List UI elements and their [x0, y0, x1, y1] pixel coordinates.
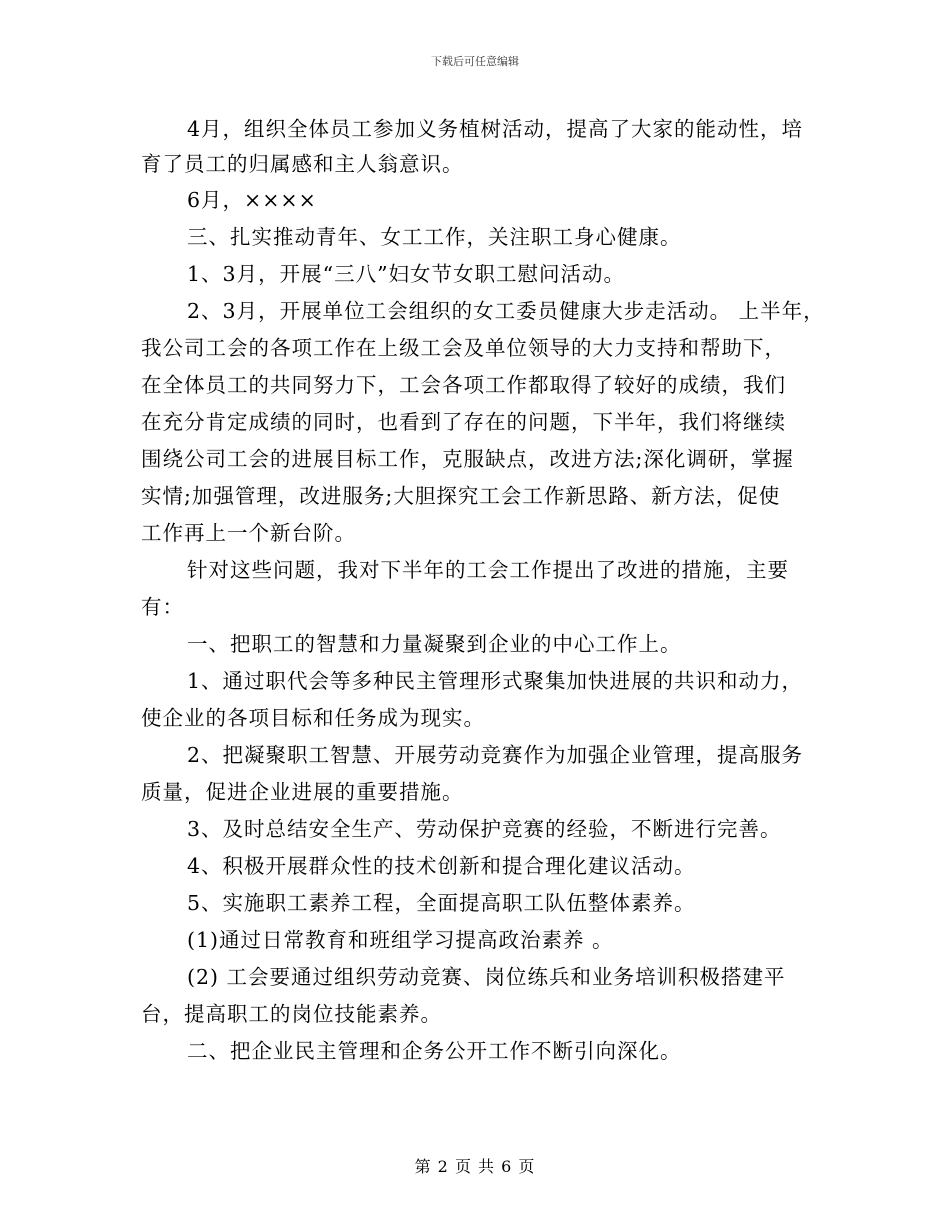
body-line: 质量，促进企业进展的重要措施。	[141, 780, 464, 804]
body-line: 4月，组织全体员工参加义务植树活动，提高了大家的能动性，培	[187, 117, 804, 141]
body-line: 1、3月，开展“三八”妇女节女职工慰问活动。	[187, 262, 626, 286]
body-line: 5、实施职工素养工程，全面提高职工队伍整体素养。	[187, 891, 696, 915]
body-line: 在全体员工的共同努力下，工会各项工作都取得了较好的成绩，我们	[141, 373, 786, 397]
body-line: 工作再上一个新台阶。	[141, 521, 356, 545]
body-line: 育了员工的归属感和主人翁意识。	[141, 152, 464, 176]
page-header: 下载后可任意编辑	[431, 55, 519, 68]
body-line: 3、及时总结安全生产、劳动保护竞赛的经验，不断进行完善。	[187, 817, 782, 841]
body-line: 三、扎实推动青年、女工工作，关注职工身心健康。	[187, 225, 682, 249]
body-line: 针对这些问题，我对下半年的工会工作提出了改进的措施，主要	[187, 558, 789, 582]
body-line: 台，提高职工的岗位技能素养。	[141, 1002, 442, 1026]
body-line: 围绕公司工会的进展目标工作，克服缺点，改进方法;深化调研，掌握	[141, 447, 794, 471]
page-footer: 第 2 页 共 6 页	[414, 1157, 536, 1176]
body-line: 有：	[141, 595, 184, 619]
body-line: 2、3月，开展单位工会组织的女工委员健康大步走活动。 上半年，	[187, 299, 825, 323]
body-line: 1、通过职代会等多种民主管理形式聚集加快进展的共识和动力，	[187, 669, 804, 693]
body-line: 2、把凝聚职工智慧、开展劳动竞赛作为加强企业管理，提高服务	[187, 743, 804, 767]
body-line: 使企业的各项目标和任务成为现实。	[141, 706, 485, 730]
body-line: 我公司工会的各项工作在上级工会及单位领导的大力支持和帮助下，	[141, 336, 786, 360]
body-line: (2) 工会要通过组织劳动竞赛、岗位练兵和业务培训积极搭建平	[187, 965, 786, 989]
body-line: (1)通过日常教育和班组学习提高政治素养 。	[187, 928, 614, 952]
body-line: 一、把职工的智慧和力量凝聚到企业的中心工作上。	[187, 632, 682, 656]
body-line: 4、积极开展群众性的技术创新和提合理化建议活动。	[187, 854, 696, 878]
body-line: 实情;加强管理，改进服务;大胆探究工会工作新思路、新方法，促使	[141, 484, 781, 508]
body-line: 在充分肯定成绩的同时，也看到了存在的问题，下半年，我们将继续	[141, 410, 786, 434]
body-line: 6月，××××	[187, 188, 317, 212]
body-line: 二、把企业民主管理和企务公开工作不断引向深化。	[187, 1039, 682, 1063]
